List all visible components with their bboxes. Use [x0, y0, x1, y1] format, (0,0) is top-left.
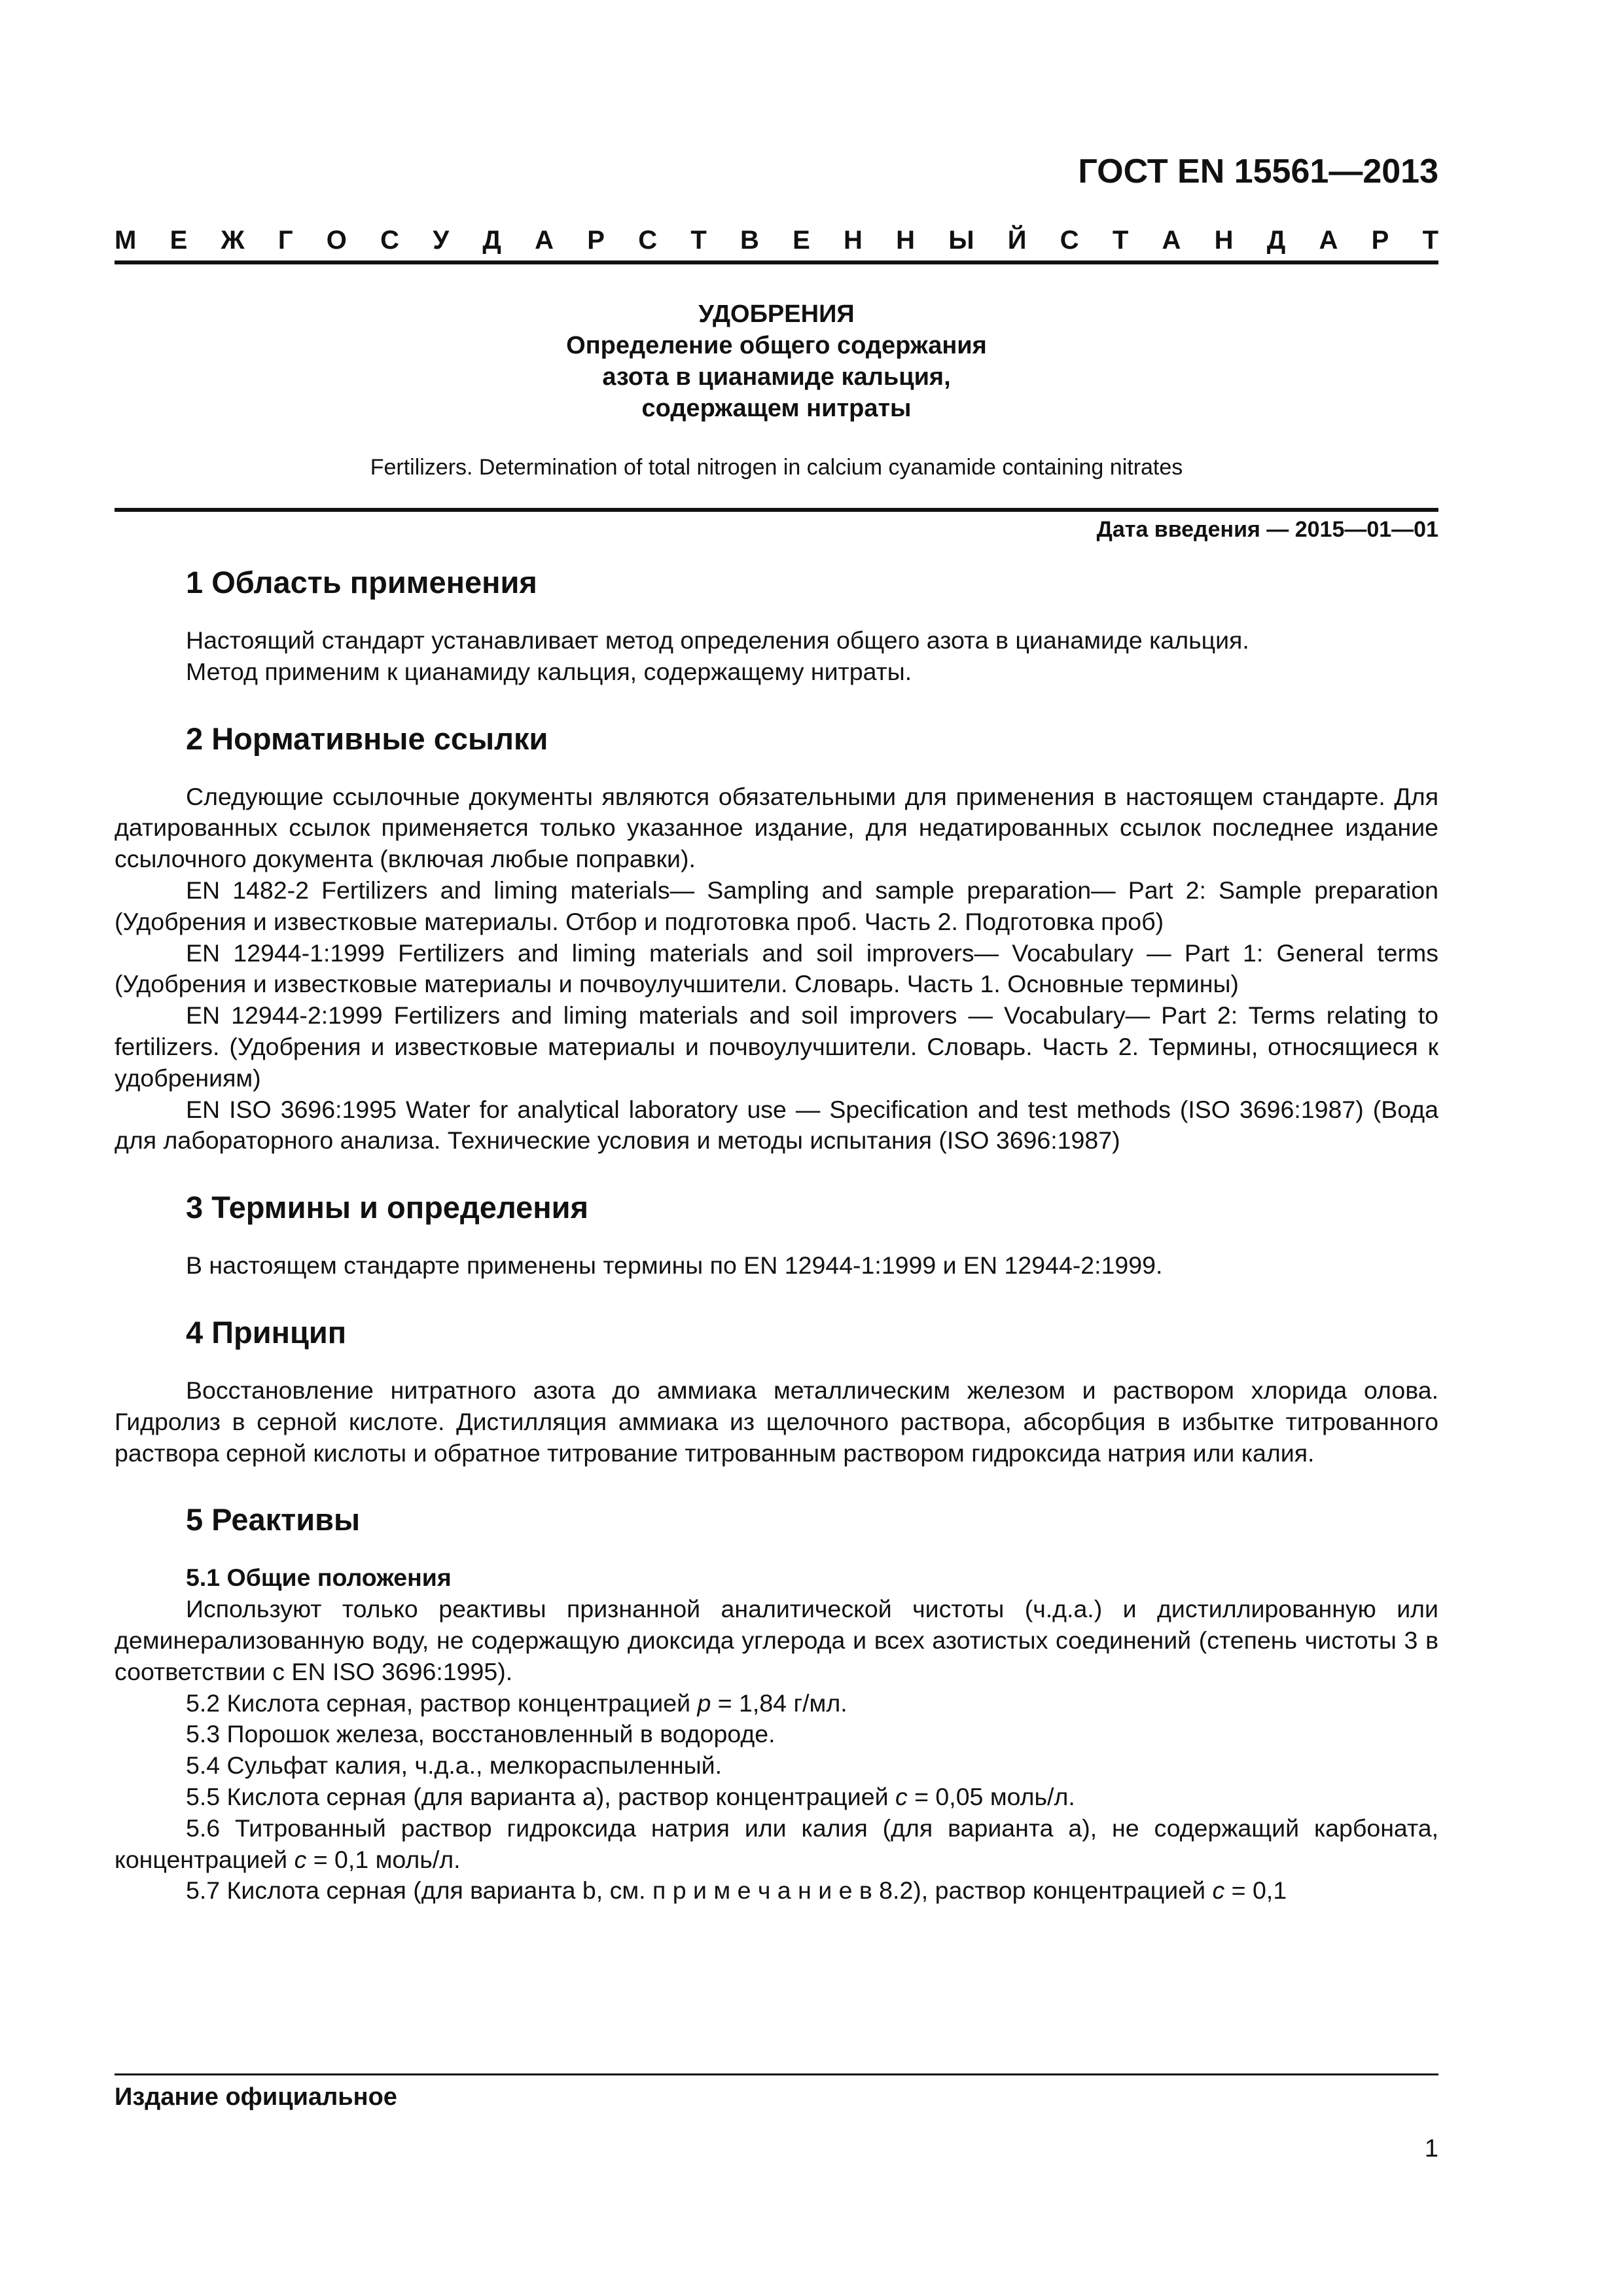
subsection-5-1-paragraph: Используют только реактивы признанной аналитической чистоты (ч.д.а.) и дистиллированную или деминерализованную воду, не содержащую диоксида углерода и всех азотистых соединений (степень чистоты 3 в соответствии с EN ISO 3696:1995).: [115, 1595, 1438, 1685]
section-2-paragraph-1: Следующие ссылочные документы являются обязательными для применения в настоящем стандарте. Для датированных ссылок применяется только указанное издание, для недатированных ссылок последнее издание ссылочного документа (включая любые поправки).: [115, 782, 1438, 873]
section-1-paragraph-1: Настоящий стандарт устанавливает метод определения общего азота в цианамиде кальция.: [186, 626, 1249, 654]
english-title: Fertilizers. Determination of total nitrogen in calcium cyanamide containing nitrates: [370, 455, 1183, 480]
title-line-4: содержащем нитраты: [641, 395, 912, 422]
subsection-5-1-heading: 5.1 Общие положения: [186, 1564, 452, 1592]
header-rule: [115, 260, 1438, 264]
section-4-heading: 4 Принцип: [186, 1314, 347, 1350]
reference-en-12944-1: EN 12944-1:1999 Fertilizers and liming materials and soil improvers— Vocabulary — Part 1: General terms (Удобрения и известковые материалы и почвоулучшители. Словарь. Часть 1. Основные термины): [115, 939, 1438, 998]
section-5-heading: 5 Реактивы: [186, 1502, 361, 1537]
edition-label: Издание официальное: [115, 2083, 397, 2111]
item-5-4: 5.4 Сульфат калия, ч.д.а., мелкораспыленный.: [186, 1751, 722, 1780]
standard-id: ГОСТ EN 15561—2013: [1078, 152, 1438, 190]
item-5-7: 5.7 Кислота серная (для варианта b, см. п р и м е ч а н и е в 8.2), раствор концентрацией с = 0,1: [186, 1876, 1287, 1905]
document-title: [115, 298, 1438, 424]
reference-en-12944-2: EN 12944-2:1999 Fertilizers and liming materials and soil improvers — Vocabulary— Part 2: Terms relating to fertilizers. (Удобрения и известковые материалы и почвоулучшители. Словарь. Часть 2. Термины, относящиеся к удобрениям): [115, 1001, 1438, 1092]
title-line-1: УДОБРЕНИЯ: [698, 300, 855, 328]
item-5-2: 5.2 Кислота серная, раствор концентрацией p = 1,84 г/мл.: [186, 1689, 847, 1717]
item-5-5: 5.5 Кислота серная (для варианта а), раствор концентрацией с = 0,05 моль/л.: [186, 1782, 1075, 1810]
document-body: [115, 563, 1438, 1907]
section-3-heading: 3 Термины и определения: [186, 1190, 588, 1225]
section-3-paragraph-1: В настоящем стандарте применены термины по EN 12944-1:1999 и EN 12944-2:1999.: [186, 1251, 1163, 1280]
reference-en-1482-2: EN 1482-2 Fertilizers and liming materials— Sampling and sample preparation— Part 2: Sample preparation (Удобрения и известковые материалы. Отбор и подготовка проб. Часть 2. Подготовка проб): [115, 876, 1438, 935]
item-5-6: 5.6 Титрованный раствор гидроксида натрия или калия (для варианта а), не содержащий карбоната, концентрацией с = 0,1 моль/л.: [115, 1814, 1438, 1873]
section-4-paragraph-1: Восстановление нитратного азота до аммиака металлическим железом и раствором хлорида олова. Гидролиз в серной кислоте. Дистилляция аммиака из щелочного раствора, абсорбция в избытке титрованного раствора серной кислоты и обратное титрование титрованным раствором гидроксида натрия или калия.: [115, 1376, 1438, 1467]
interstate-standard-label: М Е Ж Г О С У Д А Р С Т В Е Н Н Ы Й С Т А Н Д А Р Т: [115, 226, 1438, 255]
title-line-2: Определение общего содержания: [566, 332, 987, 359]
section-1-paragraph-2: Метод применим к цианамиду кальция, содержащему нитраты.: [186, 657, 912, 685]
title-rule: [115, 508, 1438, 512]
title-line-3: азота в цианамиде кальция,: [602, 363, 951, 391]
item-5-3: 5.3 Порошок железа, восстановленный в водороде.: [186, 1720, 776, 1748]
introduction-date: Дата введения — 2015—01—01: [1096, 517, 1438, 542]
section-2-heading: 2 Нормативные ссылки: [186, 721, 548, 756]
footer-rule: [115, 2073, 1438, 2075]
page-number: 1: [1424, 2135, 1438, 2162]
section-1-heading: 1 Область применения: [186, 565, 537, 600]
reference-en-iso-3696: EN ISO 3696:1995 Water for analytical laboratory use — Specification and test methods (ISO 3696:1987) (Вода для лабораторного анализа. Технические условия и методы испытания (ISO 3696:1987): [115, 1095, 1438, 1155]
